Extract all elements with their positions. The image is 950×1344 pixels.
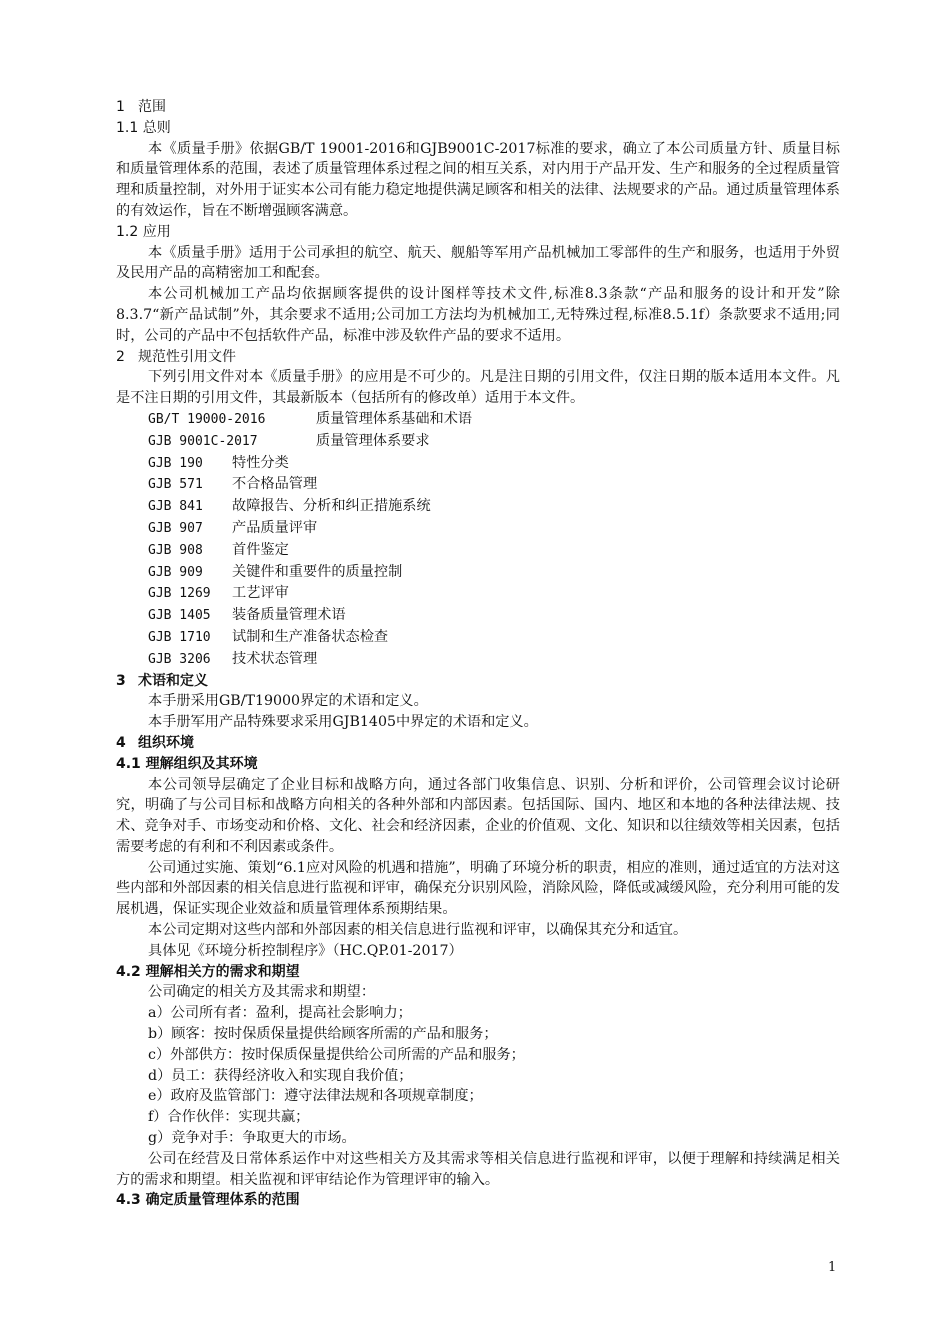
section-number: 3 xyxy=(116,672,126,689)
document-body xyxy=(116,97,840,1211)
section-title: 范围 xyxy=(138,99,166,115)
paragraph: 本公司领导层确定了企业目标和战略方向，通过各部门收集信息、识别、分析和评价，公司管理会议讨论研究，明确了与公司目标和战略方向相关的各种外部和内部因素。包括国际、国内、地区和本地的各种法律法规、技术、竞争对手、市场变动和价格、文化、社会和经济因素，企业的价值观、文化、知识和以往绩效等相关因素，包括需要考虑的有利和不利因素或条件。 xyxy=(116,776,840,855)
reference-title: 工艺评审 xyxy=(232,585,289,602)
reference-code: GJB 571 xyxy=(148,477,203,493)
reference-code: GJB 909 xyxy=(148,564,203,580)
page-number: 1 xyxy=(828,1260,837,1275)
reference-code: GJB 3206 xyxy=(148,651,211,667)
reference-title: 不合格品管理 xyxy=(232,476,318,493)
reference-title: 装备质量管理术语 xyxy=(232,607,346,624)
section-1-heading xyxy=(116,97,840,118)
section-number: 2 xyxy=(116,348,125,365)
reference-item xyxy=(116,431,840,453)
paragraph: 公司通过实施、策划“6.1应对风险的机遇和措施”，明确了环境分析的职责，相应的准则，通过适宜的方法对这些内部和外部因素的相关信息进行监视和评审，确保充分识别风险，消除风险，降低或减缓风险，充分利用可能的发展机遇，保证实现企业效益和质量管理体系预期结果。 xyxy=(116,859,840,918)
reference-item xyxy=(116,605,840,627)
reference-title: 试制和生产准备状态检查 xyxy=(232,628,389,645)
section-4-1-heading: 4.1 理解组织及其环境 xyxy=(116,755,258,772)
section-number: 4 xyxy=(116,734,126,751)
list-item: d）员工：获得经济收入和实现自我价值； xyxy=(148,1067,413,1084)
reference-code: GJB 841 xyxy=(148,499,203,515)
reference-code: GJB 1710 xyxy=(148,629,211,645)
section-4-heading xyxy=(116,733,840,754)
section-4-3-heading: 4.3 确定质量管理体系的范围 xyxy=(116,1192,300,1209)
paragraph: 本《质量手册》依据GB/T 19001-2016和GJB9001C-2017标准的要求，确立了本公司质量方针、质量目标和质量管理体系的范围，表述了质量管理体系过程之间的相互关系，对内用于产品开发、生产和服务的全过程质量管理和质量控制，对外用于证实本公司有能力稳定地提供满足顾客和相关的法律、法规要求的产品。通过质量管理体系的有效运作，旨在不断增强顾客满意。 xyxy=(116,140,840,219)
paragraph: 本公司定期对这些内部和外部因素的相关信息进行监视和评审，以确保其充分和适宜。 xyxy=(148,922,688,939)
section-1-2-heading: 1.2 应用 xyxy=(116,223,171,240)
section-3-heading xyxy=(116,671,840,692)
reference-item xyxy=(116,409,840,431)
reference-item xyxy=(116,649,840,671)
reference-title: 质量管理体系基础和术语 xyxy=(316,410,473,427)
reference-item xyxy=(116,453,840,475)
reference-code: GJB 1405 xyxy=(148,608,211,624)
list-item: b）顾客：按时保质保量提供给顾客所需的产品和服务； xyxy=(148,1026,498,1043)
section-2-heading xyxy=(116,347,840,368)
reference-code: GJB 908 xyxy=(148,542,203,558)
paragraph: 本《质量手册》适用于公司承担的航空、航天、舰船等军用产品机械加工零部件的生产和服务，也适用于外贸及民用产品的高精密加工和配套。 xyxy=(116,244,840,282)
reference-item xyxy=(116,627,840,649)
paragraph: 下列引用文件对本《质量手册》的应用是不可少的。凡是注日期的引用文件，仅注日期的版本适用本文件。凡是不注日期的引用文件，其最新版本（包括所有的修改单）适用于本文件。 xyxy=(116,369,840,407)
reference-title: 特性分类 xyxy=(232,454,289,471)
paragraph: 本公司机械加工产品均依据顾客提供的设计图样等技术文件,标准8.3条款“产品和服务的设计和开发”除8.3.7“新产品试制”外，其余要求不适用;公司加工方法均为机械加工,无特殊过程,标准8.5.1f）条款要求不适用;同时，公司的产品中不包括软件产品，标准中涉及软件产品的要求不适用。 xyxy=(116,286,840,344)
list-item: f）合作伙伴：实现共赢； xyxy=(148,1109,310,1126)
reference-code: GB/T 19000-2016 xyxy=(148,411,266,427)
list-item: c）外部供方：按时保质保量提供给公司所需的产品和服务； xyxy=(148,1046,525,1063)
paragraph: 本手册军用产品特殊要求采用GJB1405中界定的术语和定义。 xyxy=(148,714,538,731)
section-title: 规范性引用文件 xyxy=(138,348,236,365)
section-number: 1 xyxy=(116,99,125,115)
reference-item xyxy=(116,518,840,540)
list-item: g）竞争对手：争取更大的市场。 xyxy=(148,1130,356,1147)
reference-item xyxy=(116,474,840,496)
paragraph: 公司确定的相关方及其需求和期望： xyxy=(148,984,376,1001)
reference-code: GJB 1269 xyxy=(148,586,211,602)
reference-title: 故障报告、分析和纠正措施系统 xyxy=(232,498,431,515)
reference-title: 产品质量评审 xyxy=(232,519,318,536)
section-4-2-heading: 4.2 理解相关方的需求和期望 xyxy=(116,963,300,980)
reference-item xyxy=(116,496,840,518)
paragraph: 本手册采用GB/T19000界定的术语和定义。 xyxy=(148,693,428,710)
reference-item xyxy=(116,562,840,584)
paragraph: 具体见《环境分析控制程序》（HC.QP.01-2017） xyxy=(148,942,463,959)
reference-title: 首件鉴定 xyxy=(232,541,289,558)
reference-item xyxy=(116,583,840,605)
reference-title: 质量管理体系要求 xyxy=(316,432,430,449)
reference-code: GJB 9001C-2017 xyxy=(148,433,258,449)
reference-code: GJB 190 xyxy=(148,455,203,471)
reference-item xyxy=(116,540,840,562)
reference-title: 关键件和重要件的质量控制 xyxy=(232,563,403,580)
reference-title: 技术状态管理 xyxy=(232,650,318,667)
section-title: 术语和定义 xyxy=(138,672,208,689)
paragraph: 公司在经营及日常体系运作中对这些相关方及其需求等相关信息进行监视和评审，以便于理解和持续满足相关方的需求和期望。相关监视和评审结论作为管理评审的输入。 xyxy=(116,1150,840,1188)
list-item: e）政府及监管部门：遵守法律法规和各项规章制度； xyxy=(148,1088,483,1105)
list-item: a）公司所有者：盈利，提高社会影响力； xyxy=(148,1005,412,1022)
section-title: 组织环境 xyxy=(138,734,194,751)
reference-code: GJB 907 xyxy=(148,520,203,536)
section-1-1-heading: 1.1 总则 xyxy=(116,119,171,136)
